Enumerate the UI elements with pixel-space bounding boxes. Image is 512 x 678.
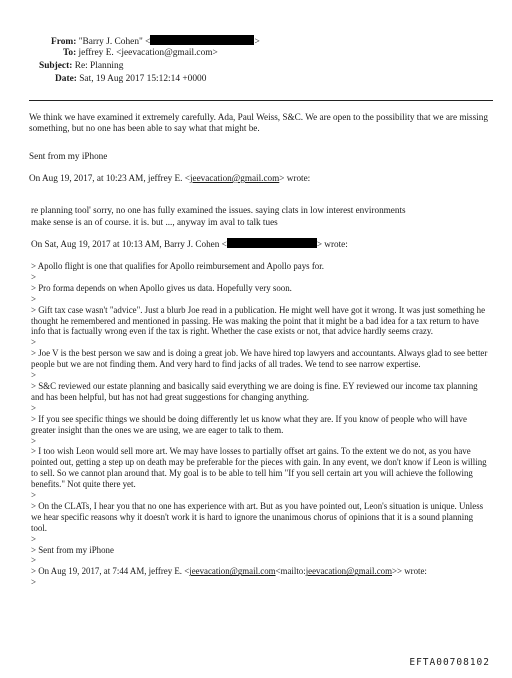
- quoted-line: > Gift tax case wasn't "advice". Just a blurb Joe read in a publication. He might well have got it wrong. It was just something he thought he remembered and mentioned in passing. He was making the point that it might be a bad idea for a tax return to have info that is factually wrong even if the tax is right. Whether the case exists or not, that advice hardly seems crazy.: [31, 304, 486, 337]
- quoted-line: >: [31, 402, 37, 413]
- quote1-suffix: > wrote:: [279, 173, 311, 183]
- quoted-line: > Sent from my iPhone: [31, 544, 114, 555]
- quote1-prefix: On Aug 19, 2017, at 10:23 AM, jeffrey E. <: [29, 173, 190, 183]
- quoted-line: > Pro forma depends on when Apollo gives us data. Hopefully very soon.: [31, 282, 292, 293]
- quoted-line: >: [31, 271, 37, 282]
- quoted-line: > If you see specific things we should be doing differently let us know what they are. If you know of people who will have greater insight than the ones we are using, we are eager to talk to them.: [31, 413, 467, 435]
- quoted-line: >: [31, 555, 37, 566]
- jeffrey-reply-line-1: re planning tool' sorry, no one has fully examined the issues. saying clats in low interest environments: [31, 205, 406, 215]
- quote-attribution-2: [31, 238, 348, 250]
- quoted-line: >: [31, 533, 37, 544]
- quoted-line: > I too wish Leon would sell more art. We may have losses to partially offset art gains. To the extent we do not, as you have pointed out, getting a step up on death may be preferable for the pieces with gain. In any event, we don't know if Leon is willing to sell. So we cannot plan around that. My goal is to be able to tell him "If you sell certain art you will achieve the following benefits." Not quite there yet.: [31, 446, 487, 490]
- mailto-prefix: <mailto:: [275, 566, 306, 577]
- quoted-line: >: [31, 577, 37, 588]
- jeffrey-reply-line-2: make sense is an of course. it is. but ..., anyway im aval to talk tues: [31, 217, 278, 227]
- header-divider: [29, 100, 493, 101]
- mailto-link[interactable]: jeevacation@gmail.com: [305, 566, 392, 577]
- subject-row: [39, 60, 123, 72]
- quoted-line: >: [31, 293, 37, 304]
- last-quote-prefix: > On Aug 19, 2017, at 7:44 AM, jeffrey E. <: [31, 566, 190, 577]
- subject-value: Re: Planning: [74, 61, 124, 71]
- to-label: To:: [63, 48, 77, 58]
- signature: Sent from my iPhone: [29, 151, 108, 161]
- quoted-line: > Apollo flight is one that qualifies for Apollo reimbursement and Apollo pays for.: [31, 261, 324, 271]
- quoted-line: >: [31, 370, 37, 381]
- from-label: From:: [51, 37, 77, 47]
- email-link[interactable]: jeevacation@gmail.com: [189, 566, 276, 577]
- document-id: EFTA00708102: [409, 657, 490, 668]
- redaction-bar: [150, 35, 254, 45]
- quoted-line: > On the CLATs, I hear you that no one has experience with art. But as you have pointed out, Leon's situation is unique. Unless we hear specific reasons why it doesn't work it is hard to ignore the unanimous chorus of opinions that it is a sound planning tool.: [31, 500, 484, 533]
- reply-text: We think we have examined it extremely carefully. Ada, Paul Weiss, S&C. We are open to the possibility that we are missing something, but no one has been able to say what that might be.: [29, 112, 488, 134]
- date-row: [55, 73, 206, 85]
- last-quote-suffix: >> wrote:: [392, 566, 427, 577]
- from-value: "Barry J. Cohen" <: [78, 37, 151, 47]
- subject-label: Subject:: [39, 61, 73, 71]
- date-value: Sat, 19 Aug 2017 15:12:14 +0000: [79, 74, 207, 84]
- quoted-line: >: [31, 490, 37, 501]
- quote2-suffix: > wrote:: [316, 239, 348, 249]
- quoted-line: >: [31, 435, 37, 446]
- quoted-message: [31, 261, 489, 588]
- email-link[interactable]: jeevacation@gmail.com: [189, 173, 280, 183]
- redaction-bar: [227, 238, 317, 248]
- quote-attribution-1: [29, 173, 310, 184]
- quoted-line: >: [31, 337, 37, 348]
- last-quote-attribution: [31, 566, 489, 577]
- quoted-line: > S&C reviewed our estate planning and basically said everything we are doing is fine. EY reviewed our income tax planning and has been helpful, but has not had great suggestions for changing anything.: [31, 380, 478, 402]
- to-row: [63, 47, 218, 59]
- to-value: jeffrey E. <jeevacation@gmail.com>: [78, 48, 218, 58]
- from-suffix: >: [254, 37, 260, 47]
- date-label: Date:: [55, 74, 77, 84]
- quoted-line: > Joe V is the best person we saw and is doing a great job. We have hired top lawyers and accountants. Always glad to see better people but we are not finding them. And very hard to find jacks of all trades. We tend to see narrow expertise.: [31, 348, 488, 370]
- quote2-prefix: On Sat, Aug 19, 2017 at 10:13 AM, Barry J. Cohen <: [31, 239, 227, 249]
